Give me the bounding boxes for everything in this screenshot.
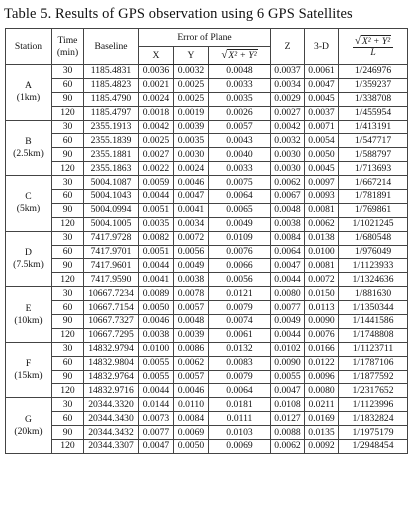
cell-z: 0.0030 bbox=[271, 162, 305, 176]
cell-time: 120 bbox=[52, 440, 84, 454]
cell-plane: 0.0069 bbox=[209, 440, 271, 454]
cell-y: 0.0039 bbox=[174, 328, 209, 342]
cell-ratio: 1/588797 bbox=[339, 148, 408, 162]
cell-time: 90 bbox=[52, 259, 84, 273]
cell-plane: 0.0066 bbox=[209, 259, 271, 273]
cell-plane: 0.0049 bbox=[209, 217, 271, 231]
cell-d3: 0.0138 bbox=[305, 231, 339, 245]
cell-x: 0.0044 bbox=[139, 259, 174, 273]
cell-z: 0.0029 bbox=[271, 92, 305, 106]
cell-time: 120 bbox=[52, 273, 84, 287]
cell-baseline: 7417.9590 bbox=[84, 273, 139, 287]
cell-z: 0.0127 bbox=[271, 412, 305, 426]
cell-z: 0.0038 bbox=[271, 217, 305, 231]
cell-x: 0.0042 bbox=[139, 120, 174, 134]
cell-ratio: 1/1975179 bbox=[339, 426, 408, 440]
cell-z: 0.0032 bbox=[271, 134, 305, 148]
cell-z: 0.0062 bbox=[271, 176, 305, 190]
cell-baseline: 2355.1863 bbox=[84, 162, 139, 176]
cell-baseline: 1185.4831 bbox=[84, 65, 139, 79]
header-3d: 3-D bbox=[305, 29, 339, 65]
cell-baseline: 5004.1005 bbox=[84, 217, 139, 231]
cell-ratio: 1/338708 bbox=[339, 92, 408, 106]
cell-time: 90 bbox=[52, 148, 84, 162]
header-error-of-plane: Error of Plane bbox=[139, 29, 271, 47]
cell-plane: 0.0033 bbox=[209, 162, 271, 176]
cell-z: 0.0067 bbox=[271, 190, 305, 204]
cell-plane: 0.0064 bbox=[209, 190, 271, 204]
table-row bbox=[6, 217, 408, 231]
cell-baseline: 5004.0994 bbox=[84, 203, 139, 217]
cell-d3: 0.0050 bbox=[305, 148, 339, 162]
station-distance: (20km) bbox=[14, 425, 43, 437]
cell-d3: 0.0076 bbox=[305, 328, 339, 342]
table-body bbox=[6, 65, 408, 454]
table-row bbox=[6, 328, 408, 342]
station-distance: (10km) bbox=[14, 314, 43, 326]
cell-time: 90 bbox=[52, 92, 84, 106]
cell-z: 0.0062 bbox=[271, 440, 305, 454]
cell-d3: 0.0090 bbox=[305, 315, 339, 329]
cell-plane: 0.0075 bbox=[209, 176, 271, 190]
cell-ratio: 1/2948454 bbox=[339, 440, 408, 454]
table-row bbox=[6, 106, 408, 120]
cell-y: 0.0038 bbox=[174, 273, 209, 287]
cell-baseline: 7417.9728 bbox=[84, 231, 139, 245]
table-row bbox=[6, 148, 408, 162]
cell-time: 90 bbox=[52, 315, 84, 329]
cell-baseline: 20344.3432 bbox=[84, 426, 139, 440]
cell-d3: 0.0100 bbox=[305, 245, 339, 259]
cell-y: 0.0049 bbox=[174, 259, 209, 273]
cell-d3: 0.0113 bbox=[305, 301, 339, 315]
cell-x: 0.0051 bbox=[139, 203, 174, 217]
cell-time: 120 bbox=[52, 384, 84, 398]
cell-y: 0.0050 bbox=[174, 440, 209, 454]
cell-z: 0.0055 bbox=[271, 370, 305, 384]
cell-time: 90 bbox=[52, 203, 84, 217]
cell-time: 120 bbox=[52, 106, 84, 120]
cell-baseline: 10667.7327 bbox=[84, 315, 139, 329]
cell-y: 0.0078 bbox=[174, 287, 209, 301]
cell-baseline: 10667.7154 bbox=[84, 301, 139, 315]
cell-baseline: 7417.9701 bbox=[84, 245, 139, 259]
cell-y: 0.0046 bbox=[174, 176, 209, 190]
cell-y: 0.0039 bbox=[174, 120, 209, 134]
cell-time: 30 bbox=[52, 65, 84, 79]
cell-z: 0.0049 bbox=[271, 315, 305, 329]
cell-d3: 0.0061 bbox=[305, 65, 339, 79]
cell-y: 0.0025 bbox=[174, 78, 209, 92]
cell-d3: 0.0211 bbox=[305, 398, 339, 412]
header-z: Z bbox=[271, 29, 305, 65]
cell-x: 0.0025 bbox=[139, 134, 174, 148]
station-name: F bbox=[25, 358, 32, 370]
table-row bbox=[6, 287, 408, 301]
cell-d3: 0.0122 bbox=[305, 356, 339, 370]
cell-z: 0.0034 bbox=[271, 78, 305, 92]
table-row bbox=[6, 384, 408, 398]
table-row bbox=[6, 315, 408, 329]
cell-baseline: 14832.9804 bbox=[84, 356, 139, 370]
cell-time: 90 bbox=[52, 426, 84, 440]
station-cell bbox=[6, 398, 52, 454]
cell-x: 0.0036 bbox=[139, 65, 174, 79]
cell-plane: 0.0076 bbox=[209, 245, 271, 259]
header-ratio: $\frac{\text{√X² + Y²}}{L}$ bbox=[339, 29, 408, 65]
cell-ratio: 1/713693 bbox=[339, 162, 408, 176]
cell-plane: 0.0083 bbox=[209, 356, 271, 370]
cell-z: 0.0027 bbox=[271, 106, 305, 120]
station-name: E bbox=[25, 302, 32, 314]
table-row bbox=[6, 92, 408, 106]
station-cell bbox=[6, 65, 52, 121]
table-row bbox=[6, 259, 408, 273]
station-distance: (7.5km) bbox=[13, 258, 44, 270]
cell-d3: 0.0037 bbox=[305, 106, 339, 120]
header-y: Y bbox=[174, 47, 209, 65]
station-name: G bbox=[25, 413, 32, 425]
cell-ratio: 1/359237 bbox=[339, 78, 408, 92]
cell-baseline: 2355.1839 bbox=[84, 134, 139, 148]
table-row bbox=[6, 412, 408, 426]
cell-time: 30 bbox=[52, 231, 84, 245]
cell-x: 0.0050 bbox=[139, 301, 174, 315]
cell-plane: 0.0103 bbox=[209, 426, 271, 440]
cell-time: 120 bbox=[52, 328, 84, 342]
station-distance: (15km) bbox=[14, 370, 43, 382]
cell-d3: 0.0166 bbox=[305, 342, 339, 356]
cell-ratio: 1/2317652 bbox=[339, 384, 408, 398]
cell-d3: 0.0169 bbox=[305, 412, 339, 426]
cell-ratio: 1/1832824 bbox=[339, 412, 408, 426]
cell-plane: 0.0035 bbox=[209, 92, 271, 106]
station-name: A bbox=[25, 80, 32, 92]
cell-y: 0.0062 bbox=[174, 356, 209, 370]
cell-time: 60 bbox=[52, 301, 84, 315]
header-x: X bbox=[139, 47, 174, 65]
cell-z: 0.0044 bbox=[271, 328, 305, 342]
cell-baseline: 10667.7234 bbox=[84, 287, 139, 301]
table-row bbox=[6, 231, 408, 245]
cell-y: 0.0025 bbox=[174, 92, 209, 106]
cell-y: 0.0019 bbox=[174, 106, 209, 120]
cell-d3: 0.0092 bbox=[305, 440, 339, 454]
cell-x: 0.0027 bbox=[139, 148, 174, 162]
cell-plane: 0.0026 bbox=[209, 106, 271, 120]
cell-x: 0.0046 bbox=[139, 315, 174, 329]
cell-ratio: 1/781891 bbox=[339, 190, 408, 204]
cell-x: 0.0018 bbox=[139, 106, 174, 120]
cell-time: 30 bbox=[52, 287, 84, 301]
cell-d3: 0.0062 bbox=[305, 217, 339, 231]
cell-ratio: 1/1748808 bbox=[339, 328, 408, 342]
table-row bbox=[6, 356, 408, 370]
cell-time: 60 bbox=[52, 78, 84, 92]
station-cell bbox=[6, 120, 52, 176]
cell-plane: 0.0064 bbox=[209, 384, 271, 398]
cell-y: 0.0056 bbox=[174, 245, 209, 259]
cell-baseline: 7417.9601 bbox=[84, 259, 139, 273]
cell-y: 0.0048 bbox=[174, 315, 209, 329]
cell-baseline: 1185.4790 bbox=[84, 92, 139, 106]
cell-time: 30 bbox=[52, 176, 84, 190]
cell-baseline: 14832.9716 bbox=[84, 384, 139, 398]
cell-ratio: 1/680548 bbox=[339, 231, 408, 245]
cell-ratio: 1/1350344 bbox=[339, 301, 408, 315]
cell-plane: 0.0109 bbox=[209, 231, 271, 245]
cell-time: 120 bbox=[52, 217, 84, 231]
table-row bbox=[6, 176, 408, 190]
cell-x: 0.0047 bbox=[139, 440, 174, 454]
cell-plane: 0.0033 bbox=[209, 78, 271, 92]
table-row bbox=[6, 273, 408, 287]
header-time: Time (min) bbox=[52, 29, 84, 65]
cell-baseline: 2355.1881 bbox=[84, 148, 139, 162]
cell-z: 0.0064 bbox=[271, 245, 305, 259]
cell-x: 0.0073 bbox=[139, 412, 174, 426]
cell-d3: 0.0150 bbox=[305, 287, 339, 301]
cell-y: 0.0030 bbox=[174, 148, 209, 162]
cell-plane: 0.0121 bbox=[209, 287, 271, 301]
cell-ratio: 1/1123996 bbox=[339, 398, 408, 412]
cell-ratio: 1/667214 bbox=[339, 176, 408, 190]
table-row bbox=[6, 203, 408, 217]
cell-z: 0.0044 bbox=[271, 273, 305, 287]
cell-x: 0.0041 bbox=[139, 273, 174, 287]
station-name: B bbox=[25, 135, 32, 147]
station-distance: (2.5km) bbox=[13, 147, 44, 159]
cell-y: 0.0035 bbox=[174, 134, 209, 148]
cell-baseline: 2355.1913 bbox=[84, 120, 139, 134]
header-plane-formula: √X² + Y² bbox=[209, 47, 271, 65]
cell-z: 0.0077 bbox=[271, 301, 305, 315]
station-cell bbox=[6, 176, 52, 232]
cell-time: 30 bbox=[52, 342, 84, 356]
cell-plane: 0.0074 bbox=[209, 315, 271, 329]
header-baseline: Baseline bbox=[84, 29, 139, 65]
gps-results-table bbox=[5, 28, 408, 454]
cell-ratio: 1/1441586 bbox=[339, 315, 408, 329]
cell-ratio: 1/1324636 bbox=[339, 273, 408, 287]
cell-baseline: 5004.1087 bbox=[84, 176, 139, 190]
table-row bbox=[6, 426, 408, 440]
cell-time: 60 bbox=[52, 356, 84, 370]
cell-x: 0.0100 bbox=[139, 342, 174, 356]
cell-d3: 0.0045 bbox=[305, 92, 339, 106]
cell-d3: 0.0135 bbox=[305, 426, 339, 440]
cell-z: 0.0030 bbox=[271, 148, 305, 162]
cell-ratio: 1/547717 bbox=[339, 134, 408, 148]
cell-baseline: 20344.3320 bbox=[84, 398, 139, 412]
station-cell bbox=[6, 342, 52, 398]
cell-time: 60 bbox=[52, 134, 84, 148]
table-row bbox=[6, 398, 408, 412]
cell-x: 0.0089 bbox=[139, 287, 174, 301]
cell-x: 0.0055 bbox=[139, 356, 174, 370]
header-station: Station bbox=[6, 29, 52, 65]
cell-x: 0.0022 bbox=[139, 162, 174, 176]
cell-y: 0.0046 bbox=[174, 384, 209, 398]
table-row bbox=[6, 301, 408, 315]
station-cell bbox=[6, 287, 52, 343]
cell-time: 60 bbox=[52, 412, 84, 426]
cell-y: 0.0034 bbox=[174, 217, 209, 231]
cell-baseline: 14832.9794 bbox=[84, 342, 139, 356]
cell-time: 60 bbox=[52, 190, 84, 204]
cell-d3: 0.0054 bbox=[305, 134, 339, 148]
cell-ratio: 1/1021245 bbox=[339, 217, 408, 231]
cell-x: 0.0044 bbox=[139, 190, 174, 204]
table-row bbox=[6, 440, 408, 454]
cell-baseline: 14832.9764 bbox=[84, 370, 139, 384]
cell-x: 0.0082 bbox=[139, 231, 174, 245]
cell-baseline: 20344.3307 bbox=[84, 440, 139, 454]
cell-z: 0.0108 bbox=[271, 398, 305, 412]
cell-y: 0.0069 bbox=[174, 426, 209, 440]
cell-plane: 0.0132 bbox=[209, 342, 271, 356]
cell-d3: 0.0081 bbox=[305, 203, 339, 217]
table-row bbox=[6, 245, 408, 259]
cell-ratio: 1/976049 bbox=[339, 245, 408, 259]
cell-z: 0.0080 bbox=[271, 287, 305, 301]
cell-baseline: 1185.4797 bbox=[84, 106, 139, 120]
cell-ratio: 1/1123711 bbox=[339, 342, 408, 356]
cell-z: 0.0042 bbox=[271, 120, 305, 134]
cell-d3: 0.0072 bbox=[305, 273, 339, 287]
cell-time: 30 bbox=[52, 398, 84, 412]
cell-x: 0.0077 bbox=[139, 426, 174, 440]
cell-z: 0.0088 bbox=[271, 426, 305, 440]
cell-y: 0.0024 bbox=[174, 162, 209, 176]
table-row bbox=[6, 162, 408, 176]
cell-x: 0.0051 bbox=[139, 245, 174, 259]
cell-y: 0.0041 bbox=[174, 203, 209, 217]
cell-d3: 0.0096 bbox=[305, 370, 339, 384]
table-caption: Table 5. Results of GPS observation using 6 GPS Satellites bbox=[4, 6, 353, 22]
cell-plane: 0.0111 bbox=[209, 412, 271, 426]
cell-y: 0.0057 bbox=[174, 301, 209, 315]
cell-baseline: 10667.7295 bbox=[84, 328, 139, 342]
cell-ratio: 1/1877592 bbox=[339, 370, 408, 384]
cell-y: 0.0047 bbox=[174, 190, 209, 204]
cell-z: 0.0084 bbox=[271, 231, 305, 245]
cell-x: 0.0021 bbox=[139, 78, 174, 92]
cell-time: 120 bbox=[52, 162, 84, 176]
station-cell bbox=[6, 231, 52, 287]
table-row bbox=[6, 78, 408, 92]
cell-ratio: 1/1787106 bbox=[339, 356, 408, 370]
cell-d3: 0.0080 bbox=[305, 384, 339, 398]
cell-ratio: 1/413191 bbox=[339, 120, 408, 134]
station-distance: (5km) bbox=[16, 203, 41, 215]
cell-y: 0.0057 bbox=[174, 370, 209, 384]
cell-plane: 0.0043 bbox=[209, 134, 271, 148]
cell-baseline: 20344.3430 bbox=[84, 412, 139, 426]
cell-x: 0.0055 bbox=[139, 370, 174, 384]
table-row bbox=[6, 342, 408, 356]
cell-z: 0.0047 bbox=[271, 259, 305, 273]
cell-ratio: 1/246976 bbox=[339, 65, 408, 79]
cell-z: 0.0090 bbox=[271, 356, 305, 370]
table-row bbox=[6, 134, 408, 148]
cell-time: 30 bbox=[52, 120, 84, 134]
station-name: C bbox=[25, 191, 32, 203]
cell-d3: 0.0071 bbox=[305, 120, 339, 134]
cell-x: 0.0044 bbox=[139, 384, 174, 398]
cell-x: 0.0144 bbox=[139, 398, 174, 412]
cell-time: 60 bbox=[52, 245, 84, 259]
cell-x: 0.0038 bbox=[139, 328, 174, 342]
cell-d3: 0.0093 bbox=[305, 190, 339, 204]
cell-z: 0.0048 bbox=[271, 203, 305, 217]
cell-d3: 0.0097 bbox=[305, 176, 339, 190]
cell-y: 0.0084 bbox=[174, 412, 209, 426]
station-name: D bbox=[25, 246, 32, 258]
table-row bbox=[6, 120, 408, 134]
table-row bbox=[6, 65, 408, 79]
cell-y: 0.0032 bbox=[174, 65, 209, 79]
cell-d3: 0.0081 bbox=[305, 259, 339, 273]
cell-baseline: 5004.1043 bbox=[84, 190, 139, 204]
cell-y: 0.0086 bbox=[174, 342, 209, 356]
cell-x: 0.0035 bbox=[139, 217, 174, 231]
cell-plane: 0.0079 bbox=[209, 370, 271, 384]
cell-y: 0.0110 bbox=[174, 398, 209, 412]
cell-plane: 0.0048 bbox=[209, 65, 271, 79]
cell-z: 0.0047 bbox=[271, 384, 305, 398]
cell-ratio: 1/1123933 bbox=[339, 259, 408, 273]
station-distance: (1km) bbox=[16, 92, 41, 104]
cell-plane: 0.0065 bbox=[209, 203, 271, 217]
cell-y: 0.0072 bbox=[174, 231, 209, 245]
cell-plane: 0.0040 bbox=[209, 148, 271, 162]
cell-z: 0.0102 bbox=[271, 342, 305, 356]
cell-plane: 0.0056 bbox=[209, 273, 271, 287]
cell-ratio: 1/769861 bbox=[339, 203, 408, 217]
cell-ratio: 1/455954 bbox=[339, 106, 408, 120]
cell-plane: 0.0181 bbox=[209, 398, 271, 412]
cell-baseline: 1185.4823 bbox=[84, 78, 139, 92]
cell-d3: 0.0045 bbox=[305, 162, 339, 176]
cell-plane: 0.0061 bbox=[209, 328, 271, 342]
table-row bbox=[6, 190, 408, 204]
cell-d3: 0.0047 bbox=[305, 78, 339, 92]
cell-x: 0.0024 bbox=[139, 92, 174, 106]
cell-x: 0.0059 bbox=[139, 176, 174, 190]
cell-time: 90 bbox=[52, 370, 84, 384]
cell-plane: 0.0057 bbox=[209, 120, 271, 134]
cell-plane: 0.0079 bbox=[209, 301, 271, 315]
cell-ratio: 1/881630 bbox=[339, 287, 408, 301]
cell-z: 0.0037 bbox=[271, 65, 305, 79]
table-row bbox=[6, 370, 408, 384]
